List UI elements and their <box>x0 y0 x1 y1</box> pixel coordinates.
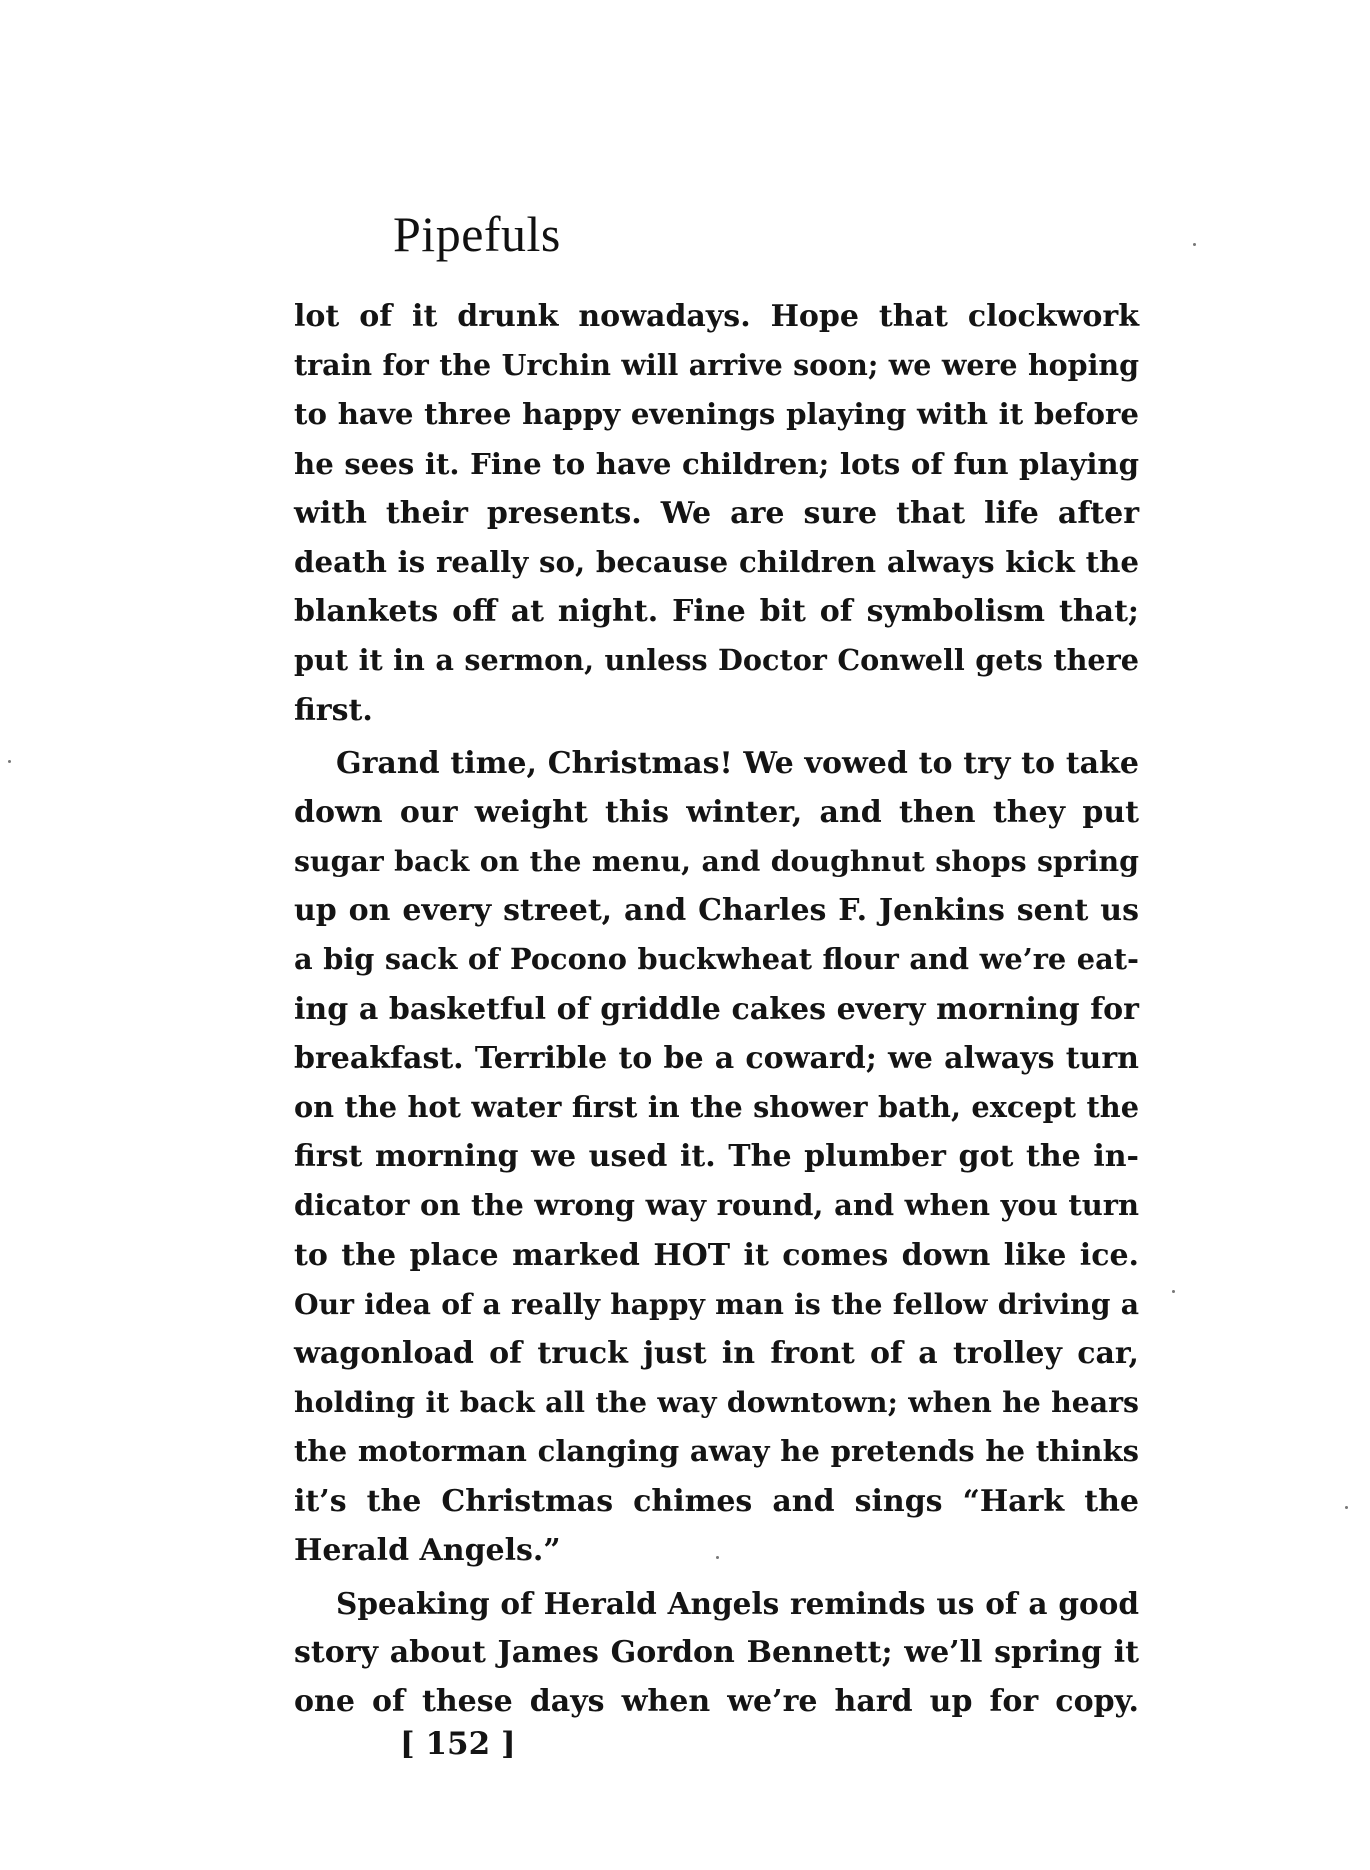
text-line: Our idea of a really happy man is the fellow driving a <box>294 1286 1139 1321</box>
paragraph <box>294 1579 1139 1727</box>
text-line: Speaking of Herald Angels reminds us of a good <box>336 1585 1139 1621</box>
scan-speck <box>8 760 11 763</box>
text-line: he sees it. Fine to have children; lots of fun playing <box>294 446 1139 481</box>
text-line: one of these days when we’re hard up for copy. <box>294 1684 1139 1720</box>
text-line: story about James Gordon Bennett; we’ll spring it <box>294 1635 1139 1671</box>
text-line: on the hot water first in the shower bath, except the <box>294 1090 1139 1124</box>
scan-speck <box>716 1556 719 1559</box>
text-line: it’s the Christmas chimes and sings “Hark the <box>294 1483 1139 1519</box>
text-line: put it in a sermon, unless Doctor Conwell gets there <box>294 643 1139 678</box>
text-line: to the place marked HOT it comes down like ice. <box>294 1237 1139 1273</box>
page-number: [ 152 ] <box>400 1726 516 1762</box>
paragraph <box>294 292 1139 735</box>
text-line: down our weight this winter, and then they put <box>294 794 1139 830</box>
text-line: holding it back all the way downtown; when he hears <box>294 1385 1139 1420</box>
text-line: a big sack of Pocono buckwheat flour and we’re eat- <box>294 942 1139 977</box>
text-line: to have three happy evenings playing with it before <box>294 397 1139 432</box>
text-line: Herald Angels.” <box>294 1532 561 1568</box>
text-line: wagonload of truck just in front of a trolley car, <box>294 1335 1139 1371</box>
text-line: up on every street, and Charles F. Jenkins sent us <box>294 893 1139 929</box>
paragraph <box>294 739 1139 1575</box>
text-line: first morning we used it. The plumber got the in- <box>294 1139 1139 1175</box>
scan-speck <box>1345 1506 1348 1509</box>
text-line: first. <box>294 692 373 728</box>
text-line: blankets off at night. Fine bit of symbolism that; <box>294 594 1139 630</box>
running-title: Pipefuls <box>393 206 561 262</box>
text-line: Grand time, Christmas! We vowed to try to take <box>336 745 1139 781</box>
scan-speck <box>1193 243 1196 246</box>
scan-speck <box>1172 1290 1175 1293</box>
text-line: the motorman clanging away he pretends he thinks <box>294 1434 1139 1469</box>
text-line: with their presents. We are sure that life after <box>294 495 1139 531</box>
text-line: ing a basketful of griddle cakes every morning for <box>294 991 1139 1027</box>
text-line: dicator on the wrong way round, and when you turn <box>294 1188 1139 1223</box>
text-line: breakfast. Terrible to be a coward; we always turn <box>294 1040 1139 1076</box>
body-text <box>294 292 1139 1726</box>
text-line: death is really so, because children always kick the <box>294 544 1139 579</box>
text-line: sugar back on the menu, and doughnut shops spring <box>294 844 1139 879</box>
text-line: train for the Urchin will arrive soon; we were hoping <box>294 348 1139 383</box>
text-line: lot of it drunk nowadays. Hope that clockwork <box>294 299 1139 334</box>
